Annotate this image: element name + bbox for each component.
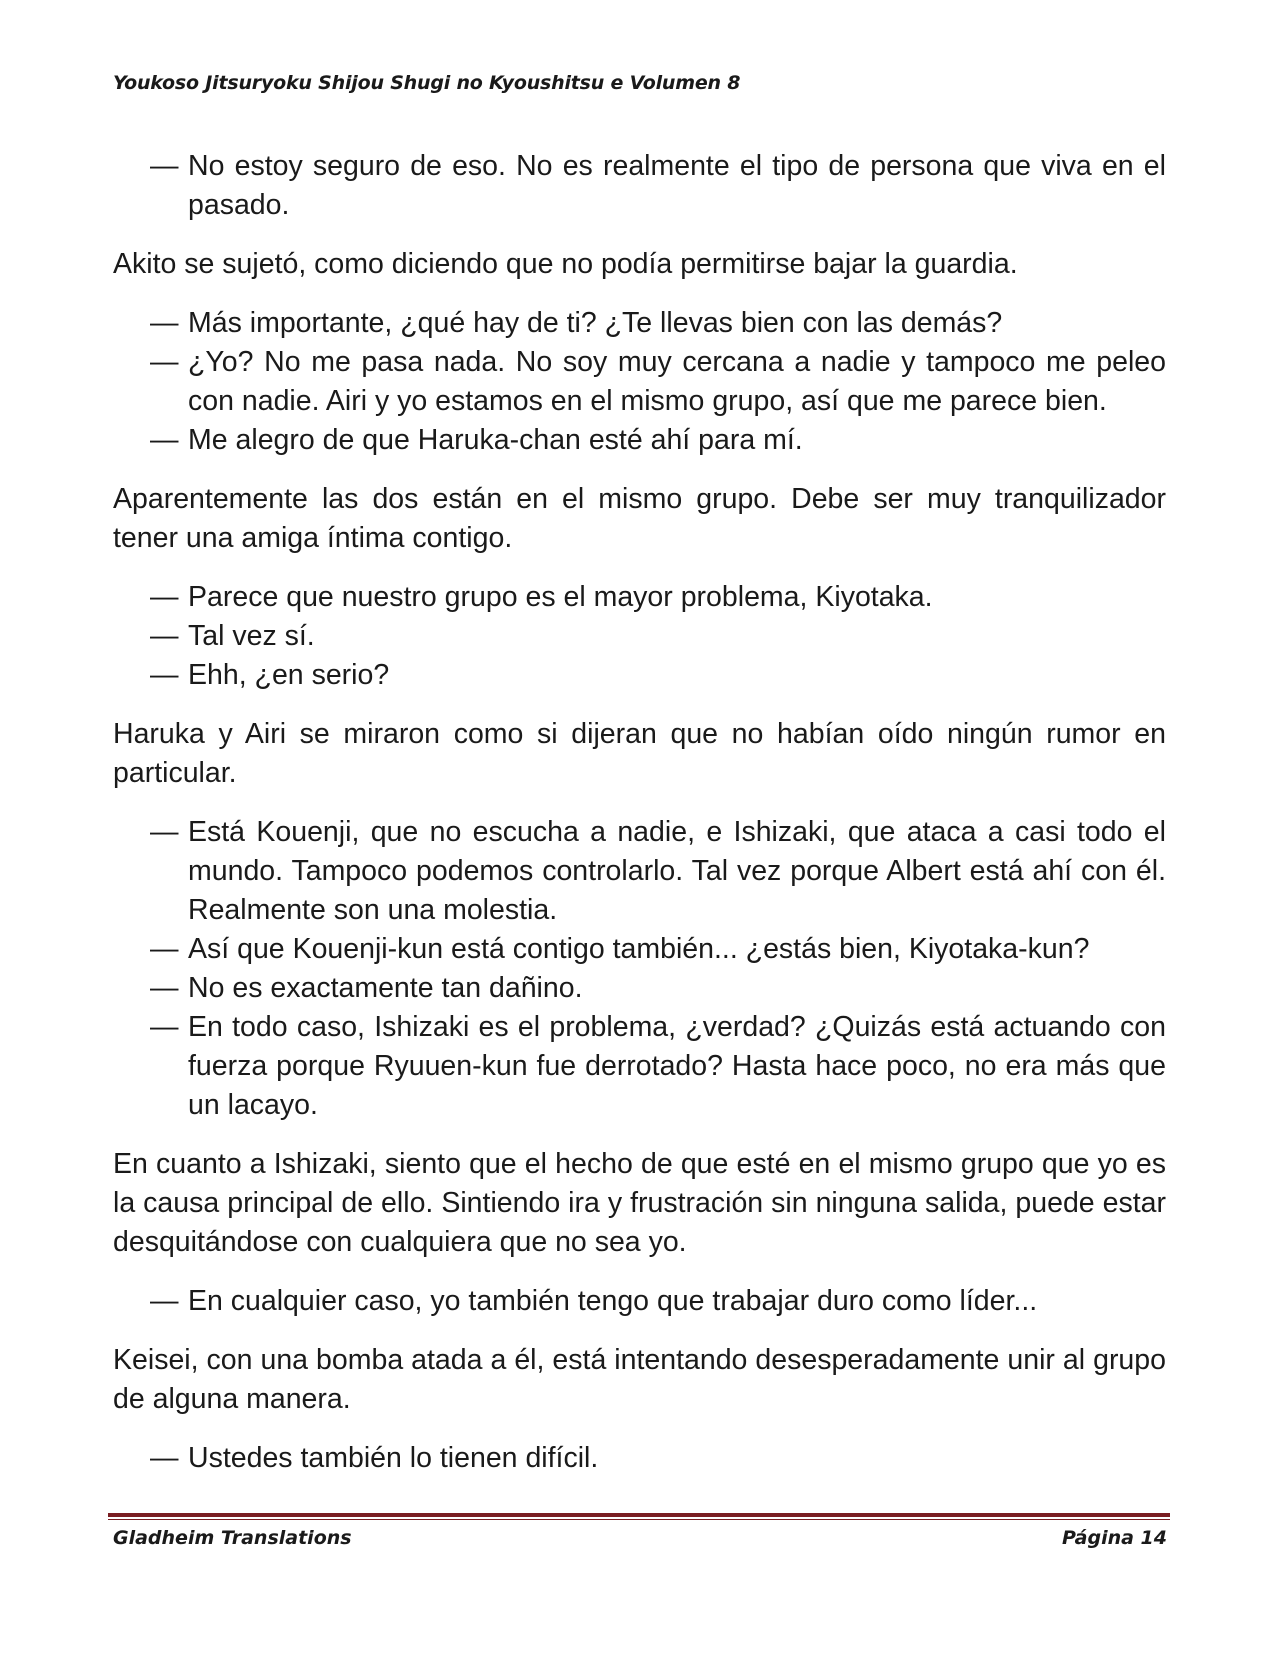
footer-divider-thin <box>108 1519 1170 1520</box>
dash: — <box>150 1285 179 1317</box>
dash: — <box>150 307 179 339</box>
footer-credit: Gladheim Translations <box>113 1527 352 1549</box>
running-header: Youkoso Jitsuryoku Shijou Shugi no Kyoushitsu e Volumen 8 <box>113 72 741 94</box>
dialogue-text: ¿Yo? No me pasa nada. No soy muy cercana a nadie y tampoco me peleo con nadie. Airi y yo estamos en el mismo grupo, así que me parece bien. <box>188 346 1166 417</box>
dash: — <box>150 659 179 691</box>
dialogue-group <box>150 304 1166 460</box>
paragraph: Haruka y Airi se miraron como si dijeran que no habían oído ningún rumor en particular. <box>113 718 1166 789</box>
dialogue-text: No estoy seguro de eso. No es realmente el tipo de persona que viva en el pasado. <box>188 150 1166 221</box>
page-body <box>113 147 1166 1498</box>
dialogue-line <box>150 1008 1166 1125</box>
dialogue-line <box>150 617 1166 656</box>
dialogue-line <box>150 1439 1166 1478</box>
dialogue-text: En cualquier caso, yo también tengo que trabajar duro como líder... <box>188 1285 1038 1317</box>
dash: — <box>150 346 179 378</box>
dialogue-group <box>150 813 1166 1125</box>
dialogue-text: Parece que nuestro grupo es el mayor problema, Kiyotaka. <box>188 581 933 613</box>
dialogue-text: Está Kouenji, que no escucha a nadie, e Ishizaki, que ataca a casi todo el mundo. Tampoco podemos controlarlo. Tal vez porque Albert está ahí con él. Realmente son una molestia. <box>188 816 1166 926</box>
page-number: Página 14 <box>1061 1527 1167 1549</box>
paragraph: En cuanto a Ishizaki, siento que el hecho de que esté en el mismo grupo que yo es la causa principal de ello. Sintiendo ira y frustración sin ninguna salida, puede estar desquitándose con cualquiera que no sea yo. <box>113 1148 1166 1258</box>
dialogue-line <box>150 147 1166 225</box>
dash: — <box>150 1442 179 1474</box>
dialogue-text: Ehh, ¿en serio? <box>188 659 390 691</box>
dialogue-line <box>150 656 1166 695</box>
dialogue-group <box>150 1282 1166 1321</box>
dialogue-line <box>150 578 1166 617</box>
dialogue-line <box>150 1282 1166 1321</box>
dialogue-text: En todo caso, Ishizaki es el problema, ¿verdad? ¿Quizás está actuando con fuerza porque Ryuuen-kun fue derrotado? Hasta hace poco, no era más que un lacayo. <box>188 1011 1166 1121</box>
paragraph: Akito se sujetó, como diciendo que no podía permitirse bajar la guardia. <box>113 248 1018 280</box>
dash: — <box>150 150 179 182</box>
dash: — <box>150 1011 179 1043</box>
dialogue-text: Tal vez sí. <box>188 620 315 652</box>
dialogue-group <box>150 1439 1166 1478</box>
dash: — <box>150 816 179 848</box>
dialogue-group <box>150 147 1166 225</box>
dialogue-line <box>150 813 1166 930</box>
paragraph: Keisei, con una bomba atada a él, está intentando desesperadamente unir al grupo de alguna manera. <box>113 1344 1166 1415</box>
dialogue-group <box>150 578 1166 695</box>
footer-divider <box>108 1513 1170 1517</box>
dialogue-text: Me alegro de que Haruka-chan esté ahí para mí. <box>188 424 803 456</box>
dialogue-line <box>150 969 1166 1008</box>
dash: — <box>150 933 179 965</box>
dialogue-text: No es exactamente tan dañino. <box>188 972 583 1004</box>
dialogue-text: Ustedes también lo tienen difícil. <box>188 1442 599 1474</box>
dialogue-line <box>150 421 1166 460</box>
dialogue-line <box>150 343 1166 421</box>
dash: — <box>150 620 179 652</box>
dialogue-line <box>150 930 1166 969</box>
dash: — <box>150 972 179 1004</box>
dialogue-line <box>150 304 1166 343</box>
dash: — <box>150 581 179 613</box>
dialogue-text: Más importante, ¿qué hay de ti? ¿Te llevas bien con las demás? <box>188 307 1003 339</box>
dialogue-text: Así que Kouenji-kun está contigo también... ¿estás bien, Kiyotaka-kun? <box>188 933 1090 965</box>
dash: — <box>150 424 179 456</box>
paragraph: Aparentemente las dos están en el mismo grupo. Debe ser muy tranquilizador tener una amiga íntima contigo. <box>113 483 1166 554</box>
